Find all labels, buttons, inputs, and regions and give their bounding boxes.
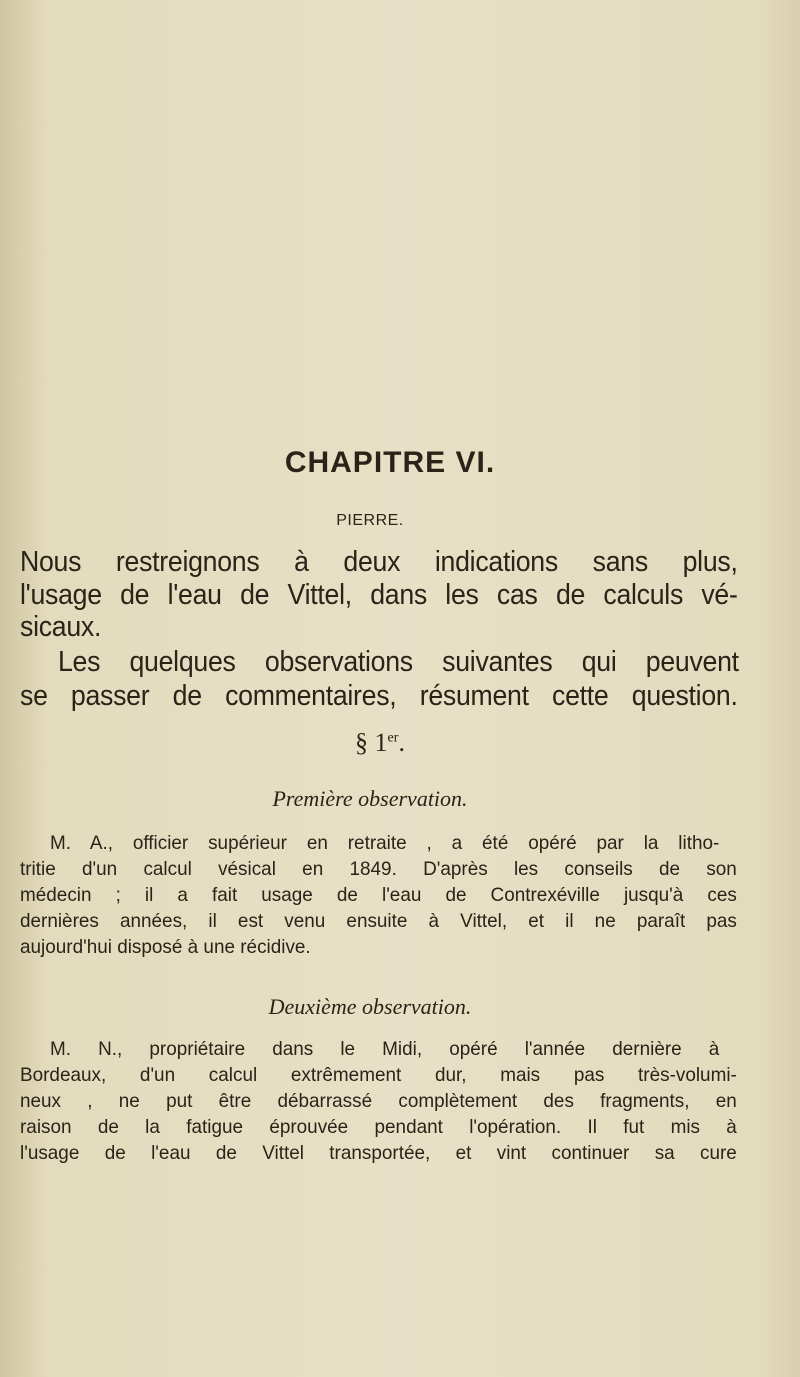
intro-line: se passer de commentaires, résument cette question.	[20, 680, 738, 712]
observation-line: raison de la fatigue éprouvée pendant l'opération. Il fut mis à	[20, 1116, 737, 1138]
chapter-title: CHAPITRE VI.	[284, 446, 496, 479]
observation-line: M. N., propriétaire dans le Midi, opéré l'année dernière à	[50, 1038, 720, 1060]
section-mark	[0, 728, 770, 758]
intro-line: Nous restreignons à deux indications sans plus,	[20, 546, 738, 578]
chapter-subtitle: PIERRE.	[336, 512, 404, 529]
observation-line: M. A., officier supérieur en retraite , a été opéré par la litho-	[50, 832, 720, 854]
intro-line: sicaux.	[20, 611, 102, 643]
observation-line: médecin ; il a fait usage de l'eau de Contrexéville jusqu'à ces	[20, 884, 737, 906]
section-number: § 1	[355, 728, 388, 757]
section-sup: er	[387, 730, 399, 746]
intro-line: l'usage de l'eau de Vittel, dans les cas de calculs vé-	[20, 579, 738, 611]
section-trail: .	[398, 728, 405, 757]
observation-line: l'usage de l'eau de Vittel transportée, et vint continuer sa cure	[20, 1142, 737, 1164]
observation-line: aujourd'hui disposé à une récidive.	[20, 936, 311, 958]
observation-line: dernières années, il est venu ensuite à Vittel, et il ne paraît pas	[20, 910, 737, 932]
intro-line: Les quelques observations suivantes qui peuvent	[58, 646, 739, 678]
observation-heading: Deuxième observation.	[268, 994, 472, 1019]
observation-heading: Première observation.	[272, 786, 468, 811]
observation-line: Bordeaux, d'un calcul extrêmement dur, mais pas très-volumi-	[20, 1064, 737, 1086]
observation-line: tritie d'un calcul vésical en 1849. D'après les conseils de son	[20, 858, 737, 880]
observation-line: neux , ne put être débarrassé complètement des fragments, en	[20, 1090, 737, 1112]
